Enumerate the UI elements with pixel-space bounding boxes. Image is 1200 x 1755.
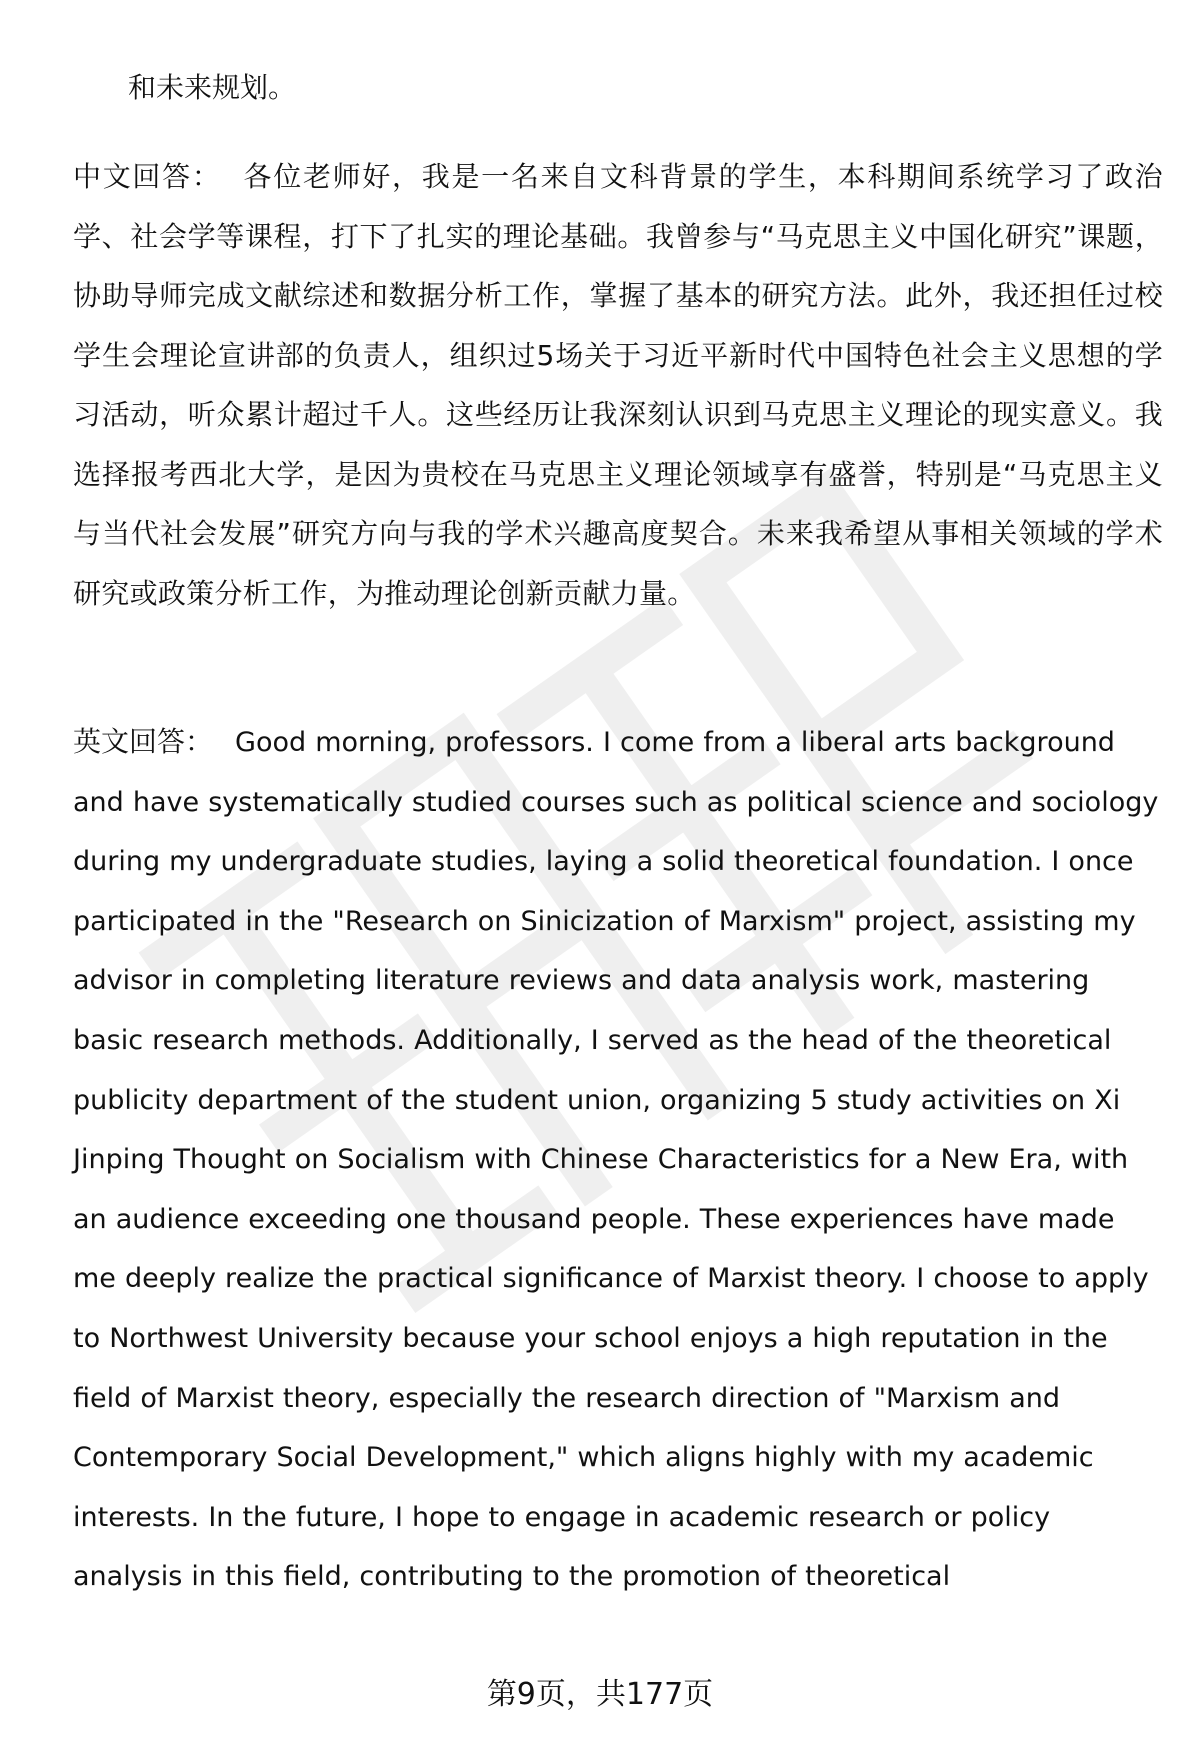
chinese-answer-paragraph <box>73 147 1163 623</box>
chinese-answer-text: 各位老师好，我是一名来自文科背景的学生，本科期间系统学习了政治学、社会学等课程，打下了扎实的理论基础。我曾参与“马克思主义中国化研究”课题，协助导师完成文献综述和数据分析工作，掌握了基本的研究方法。此外，我还担任过校学生会理论宣讲部的负责人，组织过5场关于习近平新时代中国特色社会主义思想的学习活动，听众累计超过千人。这些经历让我深刻认识到马克思主义理论的现实意义。我选择报考西北大学，是因为贵校在马克思主义理论领域享有盛誉，特别是“马克思主义与当代社会发展”研究方向与我的学术兴趣高度契合。未来我希望从事相关领域的学术研究或政策分析工作，为推动理论创新贡献力量。 <box>73 160 1163 610</box>
english-answer-label: 英文回答： <box>73 725 214 758</box>
english-answer-paragraph <box>73 712 1163 1607</box>
carry-over-line: 和未来规划。 <box>128 71 297 104</box>
page-number-footer: 第9页，共177页 <box>486 1677 714 1712</box>
chinese-answer-label: 中文回答： <box>73 160 222 193</box>
english-answer-text: Good morning, professors. I come from a liberal arts background and have systematically studied courses such as political science and sociology during my undergraduate studies, laying a solid theoretical foundation. I once participated in the "Research on Sinicization of Marxism" project, assisting my advisor in completing literature reviews and data analysis work, mastering basic research methods. Additionally, I served as the head of the theoretical publicity department of the student union, organizing 5 study activities on Xi Jinping Thought on Socialism with Chinese Characteristics for a New Era, with an audience exceeding one thousand people. These experiences have made me deeply realize the practical significance of Marxist theory. I choose to apply to Northwest University because your school enjoys a high reputation in the field of Marxist theory, especially the research direction of "Marxism and Contemporary Social Development," which aligns highly with my academic interests. In the future, I hope to engage in academic research or policy analysis in this field, contributing to the promotion of theoretical <box>73 727 1159 1593</box>
